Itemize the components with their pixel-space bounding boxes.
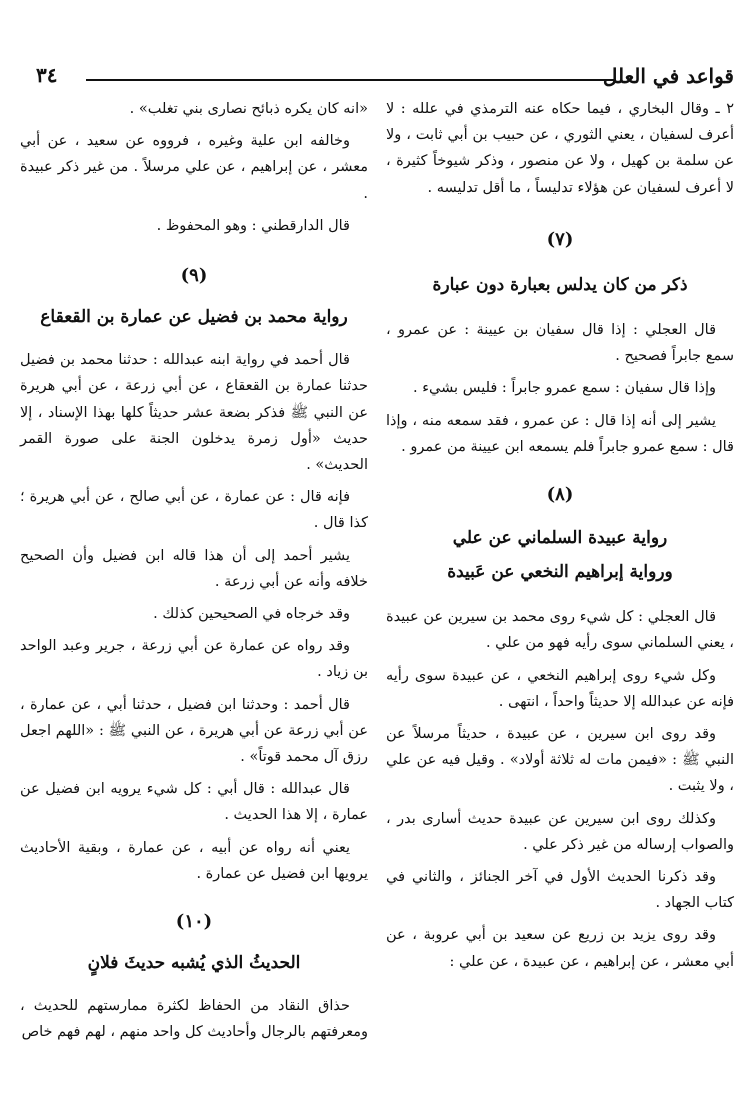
section-title-8-line2: ورواية إبراهيم النخعي عن عَبيدة xyxy=(447,562,673,583)
section7-paragraph: قال العجلي : إذا قال سفيان بن عيينة : عن عمرو ، سمع جابراً فصحيح . xyxy=(386,322,734,365)
section9-paragraph: فإنه قال : عن عمارة ، عن أبي صالح ، عن أبي هريرة ؛ كذا قال . xyxy=(20,489,368,532)
section10-paragraph: حذاق النقاد من الحفاظ لكثرة ممارستهم للحديث ، ومعرفتهم بالرجال وأحاديث كل واحد منهم ، لهم فهم خاص xyxy=(20,998,368,1041)
section8-paragraph: وكذلك روى ابن سيرين عن عبيدة حديث أسارى بدر ، والصواب إرساله من غير ذكر علي . xyxy=(386,810,734,853)
section8-paragraph: وقد روى يزيد بن زريع عن سعيد بن أبي عروبة ، عن أبي معشر ، عن إبراهيم ، عن عبيدة ، عن علي : xyxy=(386,927,734,970)
section7-paragraph: وإذا قال سفيان : سمع عمرو جابراً : فليس بشيء . xyxy=(413,380,716,397)
section9-paragraph: وقد خرجاه في الصحيحين كذلك . xyxy=(153,606,350,623)
section9-paragraph: يعني أنه رواه عن أبيه ، عن عمارة ، وبقية الأحاديث يرويها ابن فضيل عن عمارة . xyxy=(20,839,368,882)
section9-paragraph: وقد رواه عن عمارة عن أبي زرعة ، جرير وعبد الواحد بن زياد . xyxy=(20,638,368,681)
section9-paragraph: قال أحمد : وحدثنا ابن فضيل ، حدثنا أبي ، عن عمارة ، عن أبي زرعة عن أبي هريرة ، عن النبي ﷺ : «اللهم اجعل رزق آل محمد قوتاً» . xyxy=(20,696,368,766)
section-title-8-line1: رواية عبيدة السلماني عن علي xyxy=(452,528,668,549)
left-intro-paragraph: قال الدارقطني : وهو المحفوظ . xyxy=(156,217,350,234)
section8-paragraph: قال العجلي : كل شيء روى محمد بن سيرين عن عبيدة ، يعني السلماني سوى رأيه فهو من علي . xyxy=(386,609,734,652)
section8-paragraph: وقد روى ابن سيرين ، عن عبيدة ، حديثاً مرسلاً عن النبي ﷺ : «فيمن مات له ثلاثة أولاد» . وقيل فيه عن علي ، ولا يثبت . xyxy=(386,726,734,795)
header-rule xyxy=(86,79,614,81)
section9-paragraph: قال أحمد في رواية ابنه عبدالله : حدثنا محمد بن فضيل حدثنا عمارة بن القعقاع ، عن أبي زرعة ، عن أبي هريرة عن النبي ﷺ فذكر بضعة عشر حديثاً كلها بهذا الإسناد ، إلا حديث «أول زمرة يدخلون الجنة على صورة القمر الحديث» . xyxy=(20,352,368,474)
section-number-9: (٩) xyxy=(180,265,208,287)
section-number-10: (١٠) xyxy=(175,911,213,933)
left-intro-paragraph: وخالفه ابن علية وغيره ، فرووه عن سعيد ، عن أبي معشر ، عن إبراهيم ، عن علي مرسلاً . من غير ذكر عبيدة . xyxy=(20,133,368,202)
section7-paragraph: يشير إلى أنه إذا قال : عن عمرو ، فقد سمعه منه ، وإذا قال : سمع عمرو جابراً فلم يسمعه ابن عيينة من عمرو . xyxy=(386,412,734,455)
section9-paragraph: قال عبدالله : قال أبي : كل شيء يرويه ابن فضيل عن عمارة ، إلا هذا الحديث . xyxy=(20,781,368,824)
section-number-8: (٨) xyxy=(546,484,574,506)
page-number: ٣٤ xyxy=(36,63,58,87)
section9-paragraph: يشير أحمد إلى أن هذا قاله ابن فضيل وأن الصحيح خلافه وأنه عن أبي زرعة . xyxy=(20,547,368,590)
section-title-7: ذكر من كان يدلس بعبارة دون عبارة xyxy=(432,275,688,296)
running-header-title: قواعد في العلل xyxy=(602,64,734,88)
left-column xyxy=(20,96,368,1052)
section8-paragraph: وقد ذكرنا الحديث الأول في آخر الجنائز ، والثاني في كتاب الجهاد . xyxy=(386,869,734,912)
section-title-9: رواية محمد بن فضيل عن عمارة بن القعقاع xyxy=(40,307,348,328)
left-intro-paragraph: «انه كان يكره ذبائح نصارى بني تغلب» . xyxy=(129,101,368,117)
right-column xyxy=(386,96,734,981)
section-title-10: الحديثُ الذي يُشبه حديثَ فلانٍ xyxy=(87,953,301,974)
section-number-7: (٧) xyxy=(546,228,574,250)
section8-paragraph: وكل شيء روى إبراهيم النخعي ، عن عبيدة سوى رأيه فإنه عن عبدالله إلا حديثاً واحداً ، انتهى . xyxy=(386,667,734,710)
intro-paragraph: ٢ ـ وقال البخاري ، فيما حكاه عنه الترمذي في علله : لا أعرف لسفيان ، يعني الثوري ، عن حبيب بن أبي ثابت ، ولا عن سلمة بن كهيل ، ولا عن منصور ، وذكر شيوخاً كثيرة ، لا أعرف لسفيان عن هؤلاء تدليساً ، ما أقل تدليسه . xyxy=(386,101,734,196)
